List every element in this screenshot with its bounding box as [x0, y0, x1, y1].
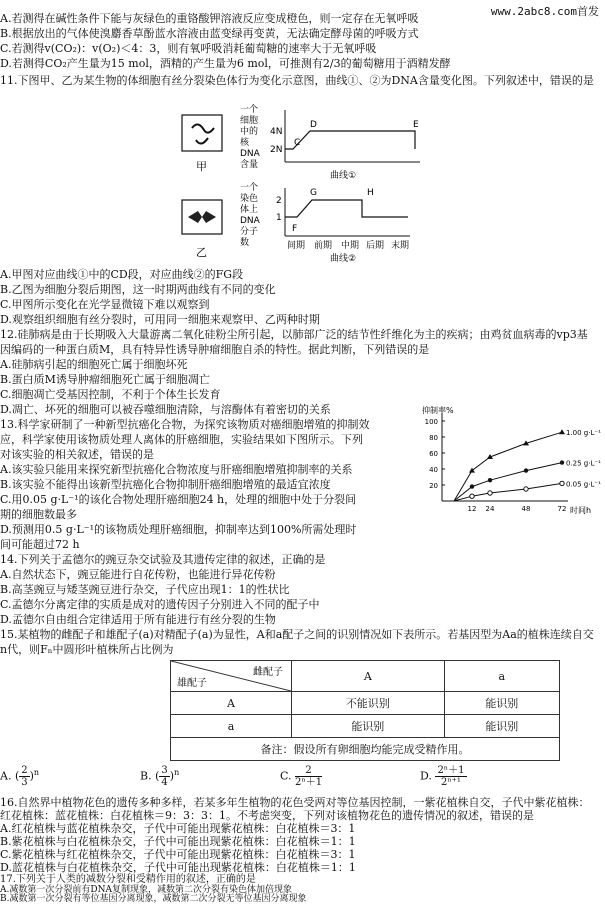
y-tick-label: 100 — [424, 418, 438, 426]
q13-option-d: D.预测用0.5 g·L⁻¹的该物质处理肝癌细胞，抑制率达到100%所需处理时 — [0, 523, 357, 536]
svg-text:F: F — [292, 224, 298, 234]
curve-1-caption: 曲线① — [330, 171, 357, 181]
q15-stem-2: n代，则Fₙ中圆形叶植株所占比例为 — [0, 643, 174, 656]
q13-option-d-cont: 间可能超过72 h — [0, 538, 80, 551]
data-point — [560, 460, 564, 464]
svg-text:细胞: 细胞 — [240, 116, 259, 126]
curve-2-ylabel — [240, 181, 261, 248]
svg-text:数: 数 — [240, 238, 250, 248]
svg-text:分子: 分子 — [240, 227, 259, 237]
q14-option-c: C.孟德尔分离定律的实质是成对的遗传因子分别进入不同的配子中 — [0, 598, 320, 611]
q13-chart — [420, 405, 605, 520]
data-point — [488, 478, 492, 482]
x-axis-label: 时间h — [570, 506, 592, 515]
data-point — [469, 468, 475, 473]
q16-option-a: A.红花植株与蓝花植株杂交，子代中可能出现紫花植株：白花植株＝3：1 — [0, 822, 356, 835]
q11-option-c: C.甲图所示变化在光学显微镜下难以观察到 — [0, 298, 210, 311]
x-tick-label: 24 — [485, 505, 495, 513]
q15-option-b: B. ( $\frac{3}{4}$ )$^n$ — [140, 765, 180, 788]
q13-stem-2: 应，科学家使用该物质处理人离体的肝癌细胞，实验结果如下图所示。下列 — [0, 433, 363, 446]
label-jia: 甲 — [196, 160, 207, 173]
table-note: 备注：假设所有卵细胞均能完成受精作用。 — [171, 738, 560, 761]
cell-a-a: 能识别 — [444, 715, 559, 738]
svg-text:一个: 一个 — [240, 183, 259, 193]
svg-text:2: 2 — [276, 196, 282, 206]
svg-text:一个: 一个 — [240, 105, 259, 115]
curve-2-line — [285, 200, 408, 217]
q16-stem-1: 16.自然界中植物花色的遗传多种多样，若某多年生植物的花色受两对等位基因控制，一紫花植株自交，子代中紫花植株： — [0, 796, 590, 809]
svg-text:末期: 末期 — [391, 241, 410, 251]
row-header-A: A — [171, 692, 292, 715]
curve-2-caption: 曲线② — [330, 254, 357, 264]
q13-stem-3: 对该实验的相关叙述，错误的是 — [0, 448, 154, 461]
q12-option-b: B.蛋白质M诱导肿瘤细胞死亡属于细胞凋亡 — [0, 373, 210, 386]
q14-option-a: A.自然状态下，豌豆能进行自花传粉，也能进行异花传粉 — [0, 568, 276, 581]
q10-option-d: D.若测得CO₂产生量为15 mol，酒精的产生量为6 mol，可推测有2/3的葡萄糖用于酒精发酵 — [0, 57, 451, 70]
q12-stem-2: 因编码的一种蛋白质M，具有特异性诱导肿瘤细胞自杀的特性。据此判断，下列错误的是 — [0, 343, 430, 356]
q10-option-b: B.根据放出的气体使溴麝香草酚蓝水溶液由蓝变绿再变黄，无法确定酵母菌的呼吸方式 — [0, 27, 419, 40]
q14-option-d: D.孟德尔自由组合定律适用于所有能进行有丝分裂的生物 — [0, 613, 276, 626]
data-point — [524, 487, 528, 491]
q14-option-b: B.高茎豌豆与矮茎豌豆进行杂交，子代应出现1：1的性状比 — [0, 583, 290, 596]
x-tick-label: 48 — [521, 505, 531, 513]
q15-stem-1: 15.某植物的雌配子和雄配子(a)对精配子(a)为显性，A和a配子之间的识别情况如下表所示。若基因型为Aa的植株连续自交 — [0, 628, 594, 641]
svg-text:1: 1 — [276, 213, 282, 223]
data-point — [559, 429, 565, 434]
q16-option-c: C.紫花植株与红花植株杂交，子代中可能出现紫花植株：白花植株＝3：1 — [0, 848, 356, 861]
y-tick-label: 40 — [429, 466, 438, 474]
svg-text:G: G — [310, 188, 317, 198]
svg-text:体上: 体上 — [240, 205, 259, 215]
svg-text:D: D — [310, 120, 317, 130]
x-tick-label: 72 — [557, 505, 567, 513]
q15-option-c: C. $\frac{2}{\text{2ⁿ＋1}}$ — [280, 765, 323, 788]
curve-1-ylabel — [240, 103, 261, 170]
watermark: www.2abc8.com首发 — [490, 5, 599, 18]
col-header-A: A — [292, 661, 445, 692]
q14-stem: 14.下列关于孟德尔的豌豆杂交试验及其遗传定律的叙述，正确的是 — [0, 553, 326, 566]
svg-text:中的: 中的 — [240, 127, 259, 137]
cell-jia-diagram — [182, 115, 222, 151]
q11-stem: 11.下图甲、乙为某生物的体细胞有丝分裂染色体行为变化示意图，曲线①、②为DNA含量变化图。下列叙述中，错误的是 — [0, 74, 594, 87]
q17-option-a: A.减数第一次分裂前有DNA复制现象，减数第二次分裂有染色体加倍现象 — [0, 885, 292, 895]
series-label: 0.05 g·L⁻¹ — [566, 480, 601, 489]
y-tick-label: 20 — [429, 482, 438, 490]
row-header-a: a — [171, 715, 292, 738]
q10-option-a: A.若测得在碱性条件下能与灰绿色的重铬酸钾溶液反应变成橙色，则一定存在无氧呼吸 — [0, 12, 419, 25]
series-label: 1.00 g·L⁻¹ — [566, 429, 601, 438]
svg-text:含量: 含量 — [240, 160, 259, 170]
svg-text:前期: 前期 — [314, 241, 333, 251]
q15-option-a: A. ( $\frac{2}{3}$ )$^n$ — [0, 765, 40, 788]
q11-option-d: D.观察组织细胞有丝分裂时，可用同一细胞来观察甲、乙两种时期 — [0, 313, 320, 326]
col-header-a: a — [444, 661, 559, 692]
q13-option-a: A.该实验只能用来探究新型抗癌化合物浓度与肝癌细胞增殖抑制率的关系 — [0, 463, 353, 476]
label-yi: 乙 — [196, 246, 207, 259]
q12-stem-1: 12.硅肺病是由于长期吸入大量游离二氧化硅粉尘所引起，以肺部广泛的结节性纤维化为主的疾病；由鸡贫血病毒的vp3基 — [0, 328, 588, 341]
svg-text:中期: 中期 — [341, 241, 360, 251]
q16-option-d: D.蓝花植株与白花植株杂交，子代中可能出现紫花植株：白花植株＝1：1 — [0, 861, 356, 874]
svg-text:核: 核 — [240, 138, 250, 148]
svg-text:间期: 间期 — [287, 241, 306, 251]
table-corner: 雌配子 雄配子 — [171, 661, 292, 692]
q11-option-b: B.乙图为细胞分裂后期图，这一时期两曲线有不同的变化 — [0, 283, 276, 296]
q12-option-c: C.细胞凋亡受基因控制，不利于个体生长发育 — [0, 388, 221, 401]
curve-2-phases — [287, 239, 409, 251]
q17-stem: 17.下列关于人类的减数分裂和受精作用的叙述，正确的是 — [0, 874, 256, 885]
svg-text:染色: 染色 — [240, 194, 259, 204]
q11-figure — [0, 90, 605, 265]
q13-option-c: C.用0.05 g·L⁻¹的该化合物处理肝癌细胞24 h，处理的细胞中处于分裂间 — [0, 493, 357, 506]
y-tick-label: 80 — [429, 434, 438, 442]
data-point — [470, 494, 474, 498]
cell-A-A: 不能识别 — [292, 692, 445, 715]
q16-stem-2: 红花植株：蓝花植株：白花植株＝9：3：3：1。不考虑突变，下列对该植物花色的遗传情况的叙述，错误的是 — [0, 809, 534, 822]
y-axis-label: 抑制率% — [422, 406, 454, 415]
q13-option-c-cont: 期的细胞数最多 — [0, 508, 77, 521]
series-label: 0.25 g·L⁻¹ — [566, 459, 601, 468]
c1-tick-2n: 2N — [270, 145, 283, 155]
q12-option-d: D.凋亡、坏死的细胞可以被吞噬细胞清除，与溶酶体有着密切的关系 — [0, 403, 331, 416]
data-point — [560, 481, 564, 485]
svg-text:H: H — [367, 188, 374, 198]
cell-A-a: 能识别 — [444, 692, 559, 715]
y-tick-label: 60 — [429, 450, 438, 458]
q15-option-d: D. $\frac{\text{2ⁿ＋1}}{\text{2ⁿ⁺¹}}$ — [420, 765, 465, 788]
q15-table — [170, 660, 560, 761]
q13-option-b: B.该实验不能得出该新型抗癌化合物抑制肝癌细胞增殖的最适宜浓度 — [0, 478, 331, 491]
q12-option-a: A.硅肺病引起的细胞死亡属于细胞坏死 — [0, 358, 188, 371]
svg-text:后期: 后期 — [366, 241, 385, 251]
q17-option-b: B.减数第一次分裂有等位基因分离现象，减数第二次分裂无等位基因分离现象 — [0, 894, 307, 904]
q10-option-c: C.若测得v(CO₂)：v(O₂)＜4：3，则有氧呼吸消耗葡萄糖的速率大于无氧呼吸 — [0, 42, 377, 55]
c1-tick-4n: 4N — [270, 127, 283, 137]
data-point — [488, 491, 492, 495]
svg-text:DNA: DNA — [240, 216, 260, 226]
svg-text:E: E — [413, 120, 419, 130]
x-tick-label: 12 — [467, 505, 477, 513]
q16-option-b: B.紫花植株与白花植株杂交，子代中可能出现紫花植株：白花植株＝1：1 — [0, 835, 356, 848]
q11-option-a: A.甲图对应曲线①中的CD段，对应曲线②的FG段 — [0, 268, 244, 281]
curve-1-line — [285, 131, 415, 149]
cell-a-A: 能识别 — [292, 715, 445, 738]
data-point — [470, 484, 474, 488]
svg-text:DNA: DNA — [240, 149, 260, 159]
q13-stem-1: 13.科学家研制了一种新型抗癌化合物，为探究该物质对癌细胞增殖的抑制效 — [0, 418, 370, 431]
data-point — [524, 468, 528, 472]
svg-text:C: C — [294, 138, 301, 148]
q15-options — [0, 765, 605, 795]
